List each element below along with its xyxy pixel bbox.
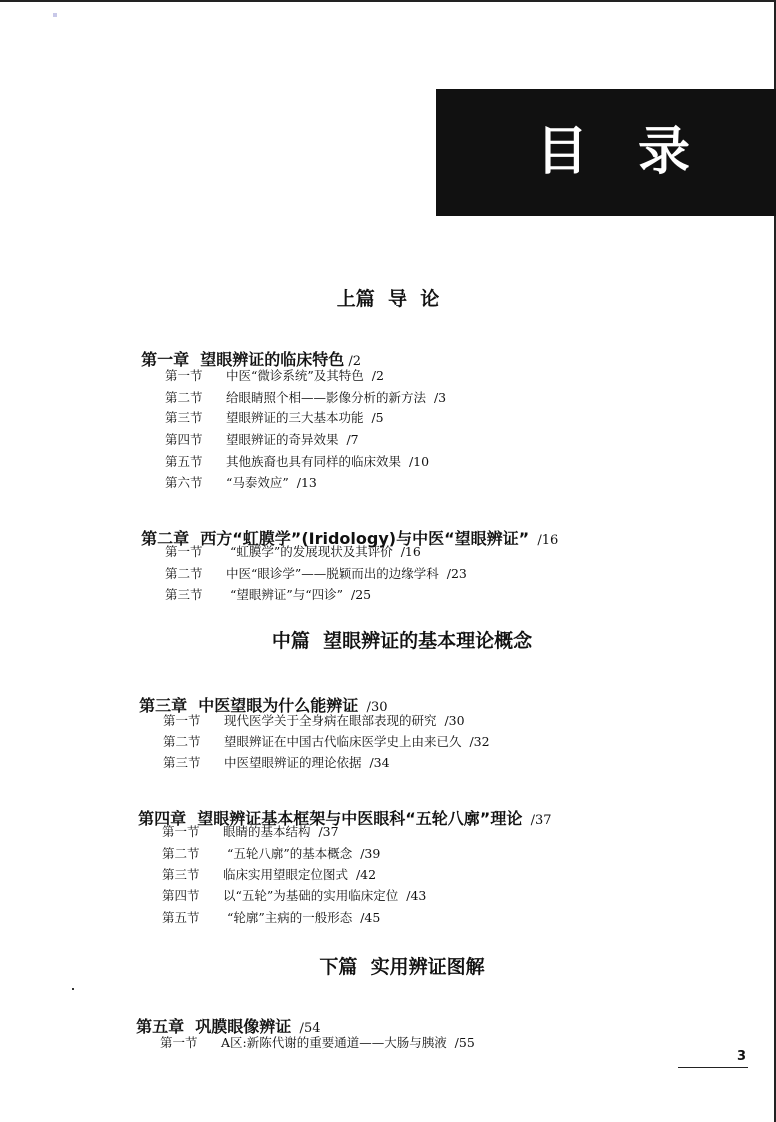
section-4-2[interactable] <box>162 844 380 862</box>
section-text: A区:新陈代谢的重要通道——大肠与胰液 /55 <box>221 1035 475 1050</box>
section-number: 第二节 <box>165 566 203 581</box>
section-3-1[interactable] <box>163 711 465 729</box>
section-text: 临床实用望眼定位图式 /42 <box>223 867 377 882</box>
section-number: 第二节 <box>165 390 203 405</box>
toc-title-banner <box>436 89 776 216</box>
chapter-1[interactable] <box>130 328 361 370</box>
scan-speck <box>53 13 57 17</box>
section-text: 给眼睛照个相——影像分析的新方法 /3 <box>226 390 447 405</box>
section-4-5[interactable] <box>162 908 380 926</box>
section-number: 第六节 <box>165 475 203 490</box>
section-text: 望眼辨证在中国古代临床医学史上由来已久 /32 <box>224 734 490 749</box>
toc-title-char-2: 录 <box>638 122 691 182</box>
section-text: 现代医学关于全身病在眼部表现的研究 /30 <box>224 713 465 728</box>
section-number: 第二节 <box>162 846 200 861</box>
chapter-title: 第五章 巩膜眼像辨证 <box>136 1017 292 1036</box>
section-1-3[interactable] <box>165 408 384 426</box>
section-number: 第五节 <box>162 910 200 925</box>
section-number: 第三节 <box>165 410 203 425</box>
section-3-3[interactable] <box>163 753 390 771</box>
section-number: 第一节 <box>165 368 203 383</box>
chapter-3[interactable] <box>128 674 387 716</box>
section-4-4[interactable] <box>162 886 426 904</box>
section-2-3[interactable] <box>165 585 371 603</box>
section-1-2[interactable] <box>165 388 446 406</box>
section-4-1[interactable] <box>162 822 339 840</box>
section-3-2[interactable] <box>163 732 490 750</box>
section-text: 中医“眼诊学”——脱颖而出的边缘学科 /23 <box>226 566 467 581</box>
scan-dot <box>72 988 74 990</box>
section-number: 第三节 <box>162 867 200 882</box>
chapter-page: /30 <box>358 700 388 715</box>
chapter-title: 第三章 中医望眼为什么能辨证 <box>139 696 359 715</box>
part-heading-middle: 中篇 望眼辨证的基本理论概念 <box>271 630 533 652</box>
section-number: 第一节 <box>165 544 203 559</box>
section-number: 第二节 <box>163 734 201 749</box>
section-5-1[interactable] <box>160 1033 475 1051</box>
section-text: 中医“微诊系统”及其特色 /2 <box>226 368 384 383</box>
part-heading-upper: 上篇 导 论 <box>336 288 440 310</box>
section-1-5[interactable] <box>165 452 429 470</box>
section-number: 第一节 <box>162 824 200 839</box>
section-text: 望眼辨证的奇异效果 /7 <box>226 432 359 447</box>
section-4-3[interactable] <box>162 865 376 883</box>
section-text: “轮廓”主病的一般形态 /45 <box>223 910 381 925</box>
section-number: 第三节 <box>165 587 203 602</box>
page-number: 3 <box>736 1049 746 1064</box>
section-2-2[interactable] <box>165 564 467 582</box>
section-number: 第四节 <box>165 432 203 447</box>
section-1-4[interactable] <box>165 430 359 448</box>
section-text: 眼睛的基本结构 /37 <box>223 824 339 839</box>
page-border-top <box>0 0 776 2</box>
chapter-5[interactable] <box>125 995 320 1037</box>
section-1-1[interactable] <box>165 366 384 384</box>
section-text: 望眼辨证的三大基本功能 /5 <box>226 410 384 425</box>
section-number: 第五节 <box>165 454 203 469</box>
section-text: “虹膜学”的发展现状及其评价 /16 <box>226 544 421 559</box>
section-1-6[interactable] <box>165 473 317 491</box>
section-text: 中医望眼辨证的理论依据 /34 <box>224 755 390 770</box>
part-heading-lower: 下篇 实用辨证图解 <box>319 956 485 978</box>
section-text: “五轮八廓”的基本概念 /39 <box>223 846 381 861</box>
chapter-title: 第一章 望眼辨证的临床特色 <box>141 350 345 369</box>
chapter-title: 第四章 望眼辨证基本框架与中医眼科“五轮八廓”理论 <box>138 809 523 828</box>
section-text: 以“五轮”为基础的实用临床定位 /43 <box>223 888 427 903</box>
chapter-page: /16 <box>529 533 559 548</box>
page-number-rule <box>678 1067 748 1068</box>
chapter-page: /54 <box>291 1021 321 1036</box>
chapter-page: /37 <box>522 813 552 828</box>
chapter-page: /2 <box>344 354 362 369</box>
chapter-title: 第二章 西方“虹膜学”(Iridology)与中医“望眼辨证” <box>141 529 530 548</box>
section-number: 第四节 <box>162 888 200 903</box>
section-text: “马泰效应” /13 <box>226 475 317 490</box>
section-text: “望眼辨证”与“四诊” /25 <box>226 587 372 602</box>
section-number: 第一节 <box>160 1035 198 1050</box>
section-text: 其他族裔也具有同样的临床效果 /10 <box>226 454 430 469</box>
section-number: 第三节 <box>163 755 201 770</box>
section-number: 第一节 <box>163 713 201 728</box>
section-2-1[interactable] <box>165 542 421 560</box>
toc-title-char-1: 目 <box>536 122 589 182</box>
